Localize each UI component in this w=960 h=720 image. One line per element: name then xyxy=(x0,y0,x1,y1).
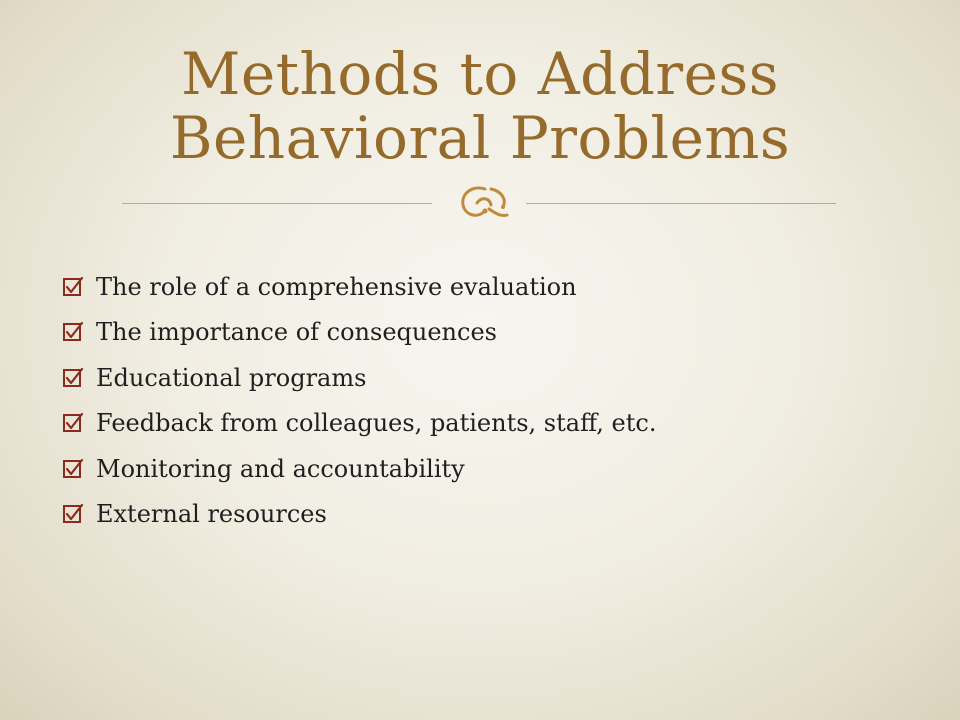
slide-title xyxy=(130,42,830,170)
fleur-ornament-icon xyxy=(455,183,513,223)
list-item xyxy=(62,401,656,447)
bullet-text: The importance of consequences xyxy=(96,318,497,347)
bullet-list xyxy=(62,264,656,537)
bullet-text: Educational programs xyxy=(96,363,367,392)
checked-box-icon xyxy=(62,503,84,525)
list-item xyxy=(62,492,656,538)
list-item xyxy=(62,355,656,401)
checked-box-icon xyxy=(62,412,84,434)
title-line-2: Behavioral Problems xyxy=(169,104,791,172)
title-line-1: Methods to Address xyxy=(180,40,779,108)
checked-box-icon xyxy=(62,367,84,389)
checked-box-icon xyxy=(62,276,84,298)
checked-box-icon xyxy=(62,458,84,480)
title-divider-left xyxy=(122,203,432,204)
checked-box-icon xyxy=(62,321,84,343)
bullet-text: The role of a comprehensive evaluation xyxy=(96,272,577,301)
list-item xyxy=(62,310,656,356)
list-item xyxy=(62,446,656,492)
title-divider-right xyxy=(526,203,836,204)
list-item xyxy=(62,264,656,310)
bullet-text: Feedback from colleagues, patients, staff, etc. xyxy=(96,409,657,438)
bullet-text: Monitoring and accountability xyxy=(96,454,465,483)
bullet-text: External resources xyxy=(96,500,327,529)
